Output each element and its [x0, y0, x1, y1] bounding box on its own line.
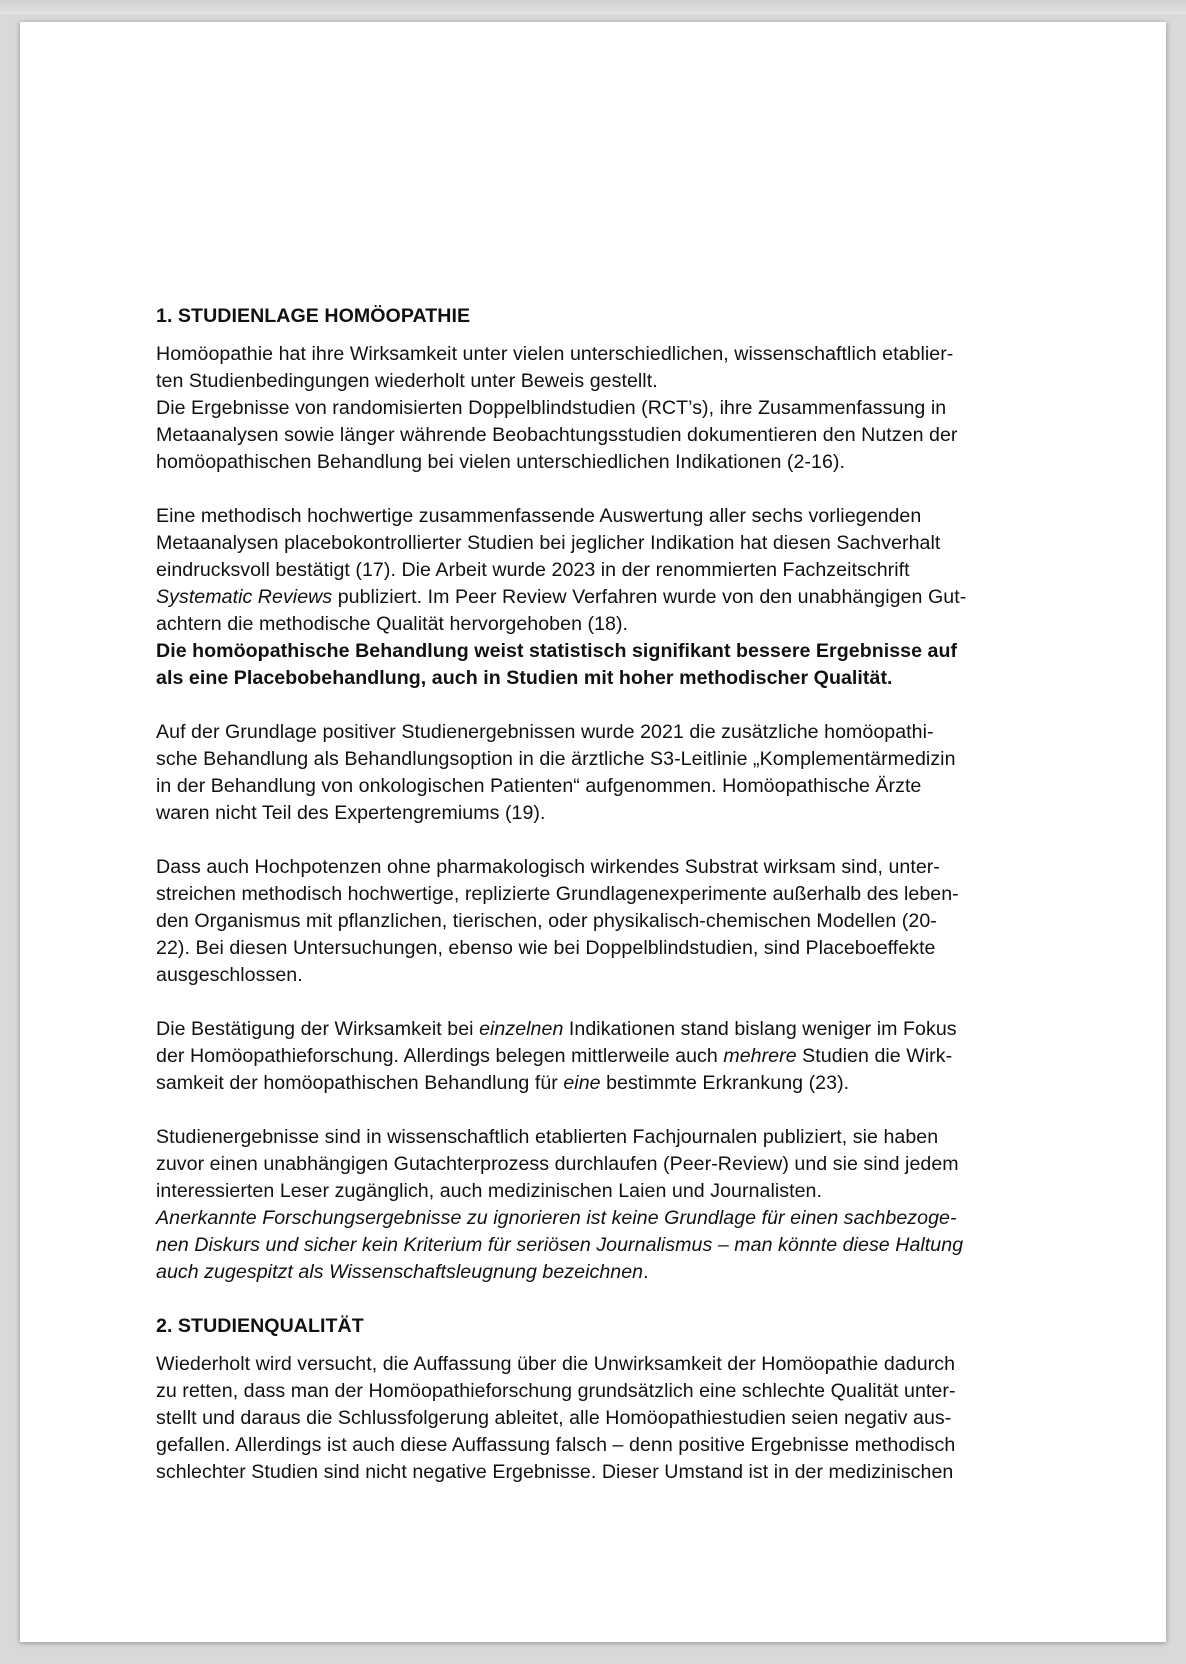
- text-line: Wiederholt wird versucht, die Auffassung über die Unwirksamkeit der Homöopathie dadurch: [156, 1353, 956, 1375]
- text-line: ten Studienbedingungen wiederholt unter Beweis gestellt.: [156, 370, 658, 392]
- document-page: [20, 22, 1166, 1642]
- text-fragment: Studien die Wirk-: [796, 1045, 953, 1067]
- paragraph-einzelne-indikationen: [156, 1016, 1061, 1097]
- text-line: sche Behandlung als Behandlungsoption in die ärztliche S3-Leitlinie „Komplementärmedizin: [156, 748, 956, 770]
- text-line: zuvor einen unabhängigen Gutachterprozess durchlaufen (Peer-Review) und sie sind jedem: [156, 1153, 959, 1175]
- text-line: stellt und daraus die Schlussfolgerung ableitet, alle Homöopathiestudien seien negativ aus-: [156, 1407, 952, 1429]
- text-line: 22). Bei diesen Untersuchungen, ebenso wie bei Doppelblindstudien, sind Placeboeffekte: [156, 937, 936, 959]
- paragraph-fachjournale: [156, 1124, 1061, 1286]
- paragraph-wirksamkeit: [156, 341, 1061, 476]
- viewer-top-bar: [0, 0, 1186, 14]
- text-line: Eine methodisch hochwertige zusammenfassende Auswertung aller sechs vorliegenden: [156, 505, 922, 527]
- journal-name: Systematic Reviews: [156, 586, 333, 608]
- text-line: ausgeschlossen.: [156, 964, 303, 986]
- text-line: Auf der Grundlage positiver Studienergebnissen wurde 2021 die zusätzliche homöopathi-: [156, 721, 934, 743]
- emphasis-text: eine: [563, 1072, 601, 1094]
- text-line: Studienergebnisse sind in wissenschaftlich etablierten Fachjournalen publiziert, sie haben: [156, 1126, 939, 1148]
- paragraph-hochpotenzen: [156, 854, 1061, 989]
- text-line: Homöopathie hat ihre Wirksamkeit unter vielen unterschiedlichen, wissenschaftlich etablier-: [156, 343, 954, 365]
- emphasis-text: mehrere: [723, 1045, 797, 1067]
- text-line: den Organismus mit pflanzlichen, tierischen, oder physikalisch-chemischen Modellen (20-: [156, 910, 937, 932]
- section-heading-studienlage: 1. STUDIENLAGE HOMÖOPATHIE: [156, 305, 471, 327]
- section-heading-studienqualitaet: 2. STUDIENQUALITÄT: [156, 1315, 364, 1337]
- text-fragment: samkeit der homöopathischen Behandlung für: [156, 1072, 564, 1094]
- text-line: gefallen. Allerdings ist auch diese Auffassung falsch – denn positive Ergebnisse methodisch: [156, 1434, 956, 1456]
- text-line: Metaanalysen sowie länger währende Beobachtungsstudien dokumentieren den Nutzen der: [156, 424, 958, 446]
- bold-statement-line: Die homöopathische Behandlung weist statistisch signifikant bessere Ergebnisse auf: [156, 640, 958, 662]
- italic-line: nen Diskurs und sicher kein Kriterium für seriösen Journalismus – man könnte diese Haltung: [156, 1234, 964, 1256]
- document-content: [156, 303, 1061, 1486]
- text-line: [156, 1016, 1061, 1043]
- paragraph-leitlinie: [156, 719, 1061, 827]
- text-line: interessierten Leser zugänglich, auch medizinischen Laien und Journalisten.: [156, 1180, 822, 1202]
- italic-line: Anerkannte Forschungsergebnisse zu ignorieren ist keine Grundlage für einen sachbezoge-: [156, 1207, 957, 1229]
- text-line: homöopathischen Behandlung bei vielen unterschiedlichen Indikationen (2-16).: [156, 451, 845, 473]
- paragraph-studienqualitaet: [156, 1351, 1061, 1486]
- bold-statement-line: als eine Placebobehandlung, auch in Studien mit hoher methodischer Qualität.: [156, 667, 893, 689]
- text-line: Metaanalysen placebokontrollierter Studien bei jeglicher Indikation hat diesen Sachverhalt: [156, 532, 941, 554]
- text-line: [156, 1259, 1061, 1286]
- text-line: Dass auch Hochpotenzen ohne pharmakologisch wirkendes Substrat wirksam sind, unter-: [156, 856, 940, 878]
- text-line: achtern die methodische Qualität hervorgehoben (18).: [156, 613, 629, 635]
- text-line: eindrucksvoll bestätigt (17). Die Arbeit wurde 2023 in der renommierten Fachzeitschrift: [156, 559, 910, 581]
- text-line: Die Ergebnisse von randomisierten Doppelblindstudien (RCT’s), ihre Zusammenfassung in: [156, 397, 947, 419]
- text-line: [156, 1043, 1061, 1070]
- text-fragment: .: [643, 1261, 649, 1283]
- text-fragment: Indikationen stand bislang weniger im Fokus: [563, 1018, 957, 1040]
- text-fragment: Die Bestätigung der Wirksamkeit bei: [156, 1018, 480, 1040]
- text-line: in der Behandlung von onkologischen Patienten“ aufgenommen. Homöopathische Ärzte: [156, 775, 922, 797]
- text-fragment: bestimmte Erkrankung (23).: [600, 1072, 850, 1094]
- text-line: [156, 1070, 1061, 1097]
- text-line: streichen methodisch hochwertige, replizierte Grundlagenexperimente außerhalb des leben-: [156, 883, 959, 905]
- text-fragment: publiziert. Im Peer Review Verfahren wurde von den unabhängigen Gut-: [332, 586, 967, 608]
- italic-fragment: auch zugespitzt als Wissenschaftsleugnung bezeichnen: [156, 1261, 644, 1283]
- text-line: [156, 584, 1061, 611]
- emphasis-text: einzelnen: [479, 1018, 564, 1040]
- text-line: zu retten, dass man der Homöopathieforschung grundsätzlich eine schlechte Qualität unter-: [156, 1380, 956, 1402]
- paragraph-metaanalysen: [156, 503, 1061, 692]
- text-line: schlechter Studien sind nicht negative Ergebnisse. Dieser Umstand ist in der medizinischen: [156, 1461, 954, 1483]
- text-fragment: der Homöopathieforschung. Allerdings belegen mittlerweile auch: [156, 1045, 724, 1067]
- text-line: waren nicht Teil des Expertengremiums (19).: [156, 802, 546, 824]
